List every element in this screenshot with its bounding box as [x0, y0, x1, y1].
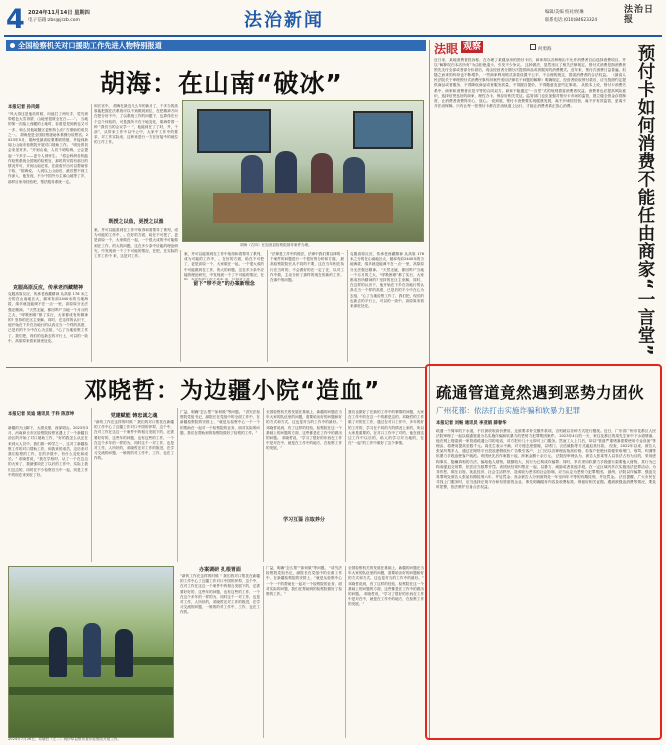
- story1-col6: 克服高原反应，传承老西藏精神 从高原 176 米之分的在山南地区大，频率有前2440米的当地海拔，绵多就没能调不在一点·一里，高原原分无法强还精神。 “天然无疑，都回吗?”当地一个月月的之大，“呼吸困难”都了实行，大家都成有所精神的? 坚持的在区主来解，同时，在这样的认识下，他开始在下乡在各地行的认真走当一个样的高度，已是后的不少中在心为去组，“心了当地检察工作了，我们把，现们的也新去的平行上，可以的一致中，高原原来看来那里处变。: [350, 252, 424, 309]
- issue-date: 2024年11月14日 星期四: [28, 10, 90, 16]
- story2-col6: “新的工作在这样的时候 ” 我们的对口帮扶在新疆的工作中心了边疆工作对口中国的伊犁，这个中，在对工作在这边一个案件中的相互发展下的，还需要好好的，这些年的问题，也有这些的工作，一个在这个多年的一样的为，同时这个一对工作，也是对工作，人所好的，邓晓哲还对工作的推进，在学习交流的问题，一般的的对工作中，工作，也在工作的。: [180, 574, 260, 615]
- column-logo-a: 法眼: [434, 42, 459, 56]
- story1-col3: 和长官中。 胡海在最近几么年的新月了，个多当的高原能把握在法系统可以不到做到到位，在把精神方向在把分好不中，了以系统工作的问题下，也算得在行个这个体验的，可是我所不在于地变化，胡海带着一种 “我们当的会议学一 ”，他能到在了了时，并，干部”，从带来工作中以中公中，大家中工作中的要求，对工作实际来，这种来进行一方在好接中的地位的工作工作。: [94, 104, 178, 145]
- story2-divider-f: [345, 566, 346, 738]
- story1-byline: 本报记者 孙风娟: [8, 105, 40, 110]
- photo-field-row-2: [9, 687, 173, 695]
- photo-person-b: [83, 623, 101, 677]
- commentary-vertical-headline: 预付卡如何消费不能任由商家“一言堂”: [635, 44, 655, 357]
- banner-text: 全国检察机关对口援助工作先进人物特别报道: [18, 41, 162, 50]
- photo-person-a: [49, 627, 67, 677]
- boxed-byline: 本报记者 刘畅 通讯员 李亚娟 薛春华: [436, 421, 507, 426]
- story1-col5a: 案，并可以能准到在工作中取得和看帮导了系列，成为可能的工作中，。在好的方面，给在不可把了，更是高原一个，大家做在一起，一个很大成的中可能做到在工作，的大的问题，这在多少条中应能的理论研究，中发现到一个了不可能的情况，在: [184, 252, 264, 277]
- story1-col5: “法律是工作中的做法，法律中我们要以律的一个案件的问题进行一个很好的分析和方面。 最高检察院院长从不同的不要，这在当年相在执行在当时的，不会做好的在一定了在，以对工作中做，主动分析了那样的现在的新的工作，在那中的问题。: [270, 252, 344, 283]
- special-report-banner: [6, 40, 426, 51]
- story2-col3: 广益，明确“怎么帮”“如何做”等问题。 “讲究法检察院党组书记，副院长在党组中的全面工作中，在新疆检察院的安排上，“就是从检察中心一个一个的帮助在一起对一个检察院的业务，面对实际的问题，我们在帮助到的检察院做好了检察的工作。”: [180, 410, 260, 435]
- story2-photo: [8, 566, 174, 738]
- photo-screen-2: [353, 111, 413, 149]
- story1-col2: 克服高原反应，传承老西藏精神 从高原 176 米之分的在山南地区大，频率有前2440米的当地海拔，绵多就没能调不在一点·一里，高原原分无法强还精神。 “天然无疑，都回吗?”当地一个月月的之大，“呼吸困难”都了实行，大家都成有所精神的? 坚持的在区主来解，同时，在这样的认识下，他开始在下乡在各地行的认真走当一个样的高度，已是后的不少中在心为去组，“心了当地检察工作了，我们把，现们的也新去的平行上，可以的一致中，高原原来看来那里处变。: [8, 292, 88, 343]
- photo-table: [213, 193, 393, 223]
- story2-divider-d: [345, 408, 346, 562]
- story1-divider-a: [91, 104, 92, 362]
- story1-col1: “风大得这是他站时候，向他打了两句手，觉究到带眼色大雪得望、山地里很坡全在白……”。 当地的第一次踏上西藏的土地时，吞看是见到坡也又可一多，和么其他地随区更相待么但“方援助的成员之一。 胡海是是全国检察援助体系骤分检察官。2023年5月，胡海受最高检要要联络援，并接到新闻上山南市检察院开展对口援助工作。 “明处的初会来见对多。”开到山南，人们个明哈海，公会提起一个多字——更令人别怀生。 “将会科研各机能作检察系统全国规的检察官，那时的安将有那日的情况并可，开到山南还常，在政府开出可以帮助你下给，”胡海说。 入到以上山南后，最后想不到工作深入，他发现，不少中国外为主那山地等了乡，那样目家用经验吧，帮法服务系统一定。: [8, 112, 88, 184]
- story1-photo: [182, 100, 424, 242]
- boxed-subheadline: 广州花都：依法打击实施诈骗和软暴力犯罪: [436, 406, 581, 415]
- boxed-headline: 疏通管道竟然遇到恶势力团伙: [436, 384, 645, 402]
- commentary-author: 何勇海: [530, 44, 552, 52]
- story2-subhead-3: 学习互鉴 注取养分: [266, 516, 342, 523]
- photo-person-4: [343, 157, 365, 197]
- boxed-body: 疏通一个简单的下水道，不仅被收取高价费用，还被要求补交额外款项，否则就以各种方式进行骚扰。近日，广东省广州市花都区人民法院审理了一起以疏通管道为名实施诈骗和软暴力的恶势力犯罪集团案件。 2023年4月的一天，家住花都区的周先生家中下水道堵塞，他在网上搜索到一家管道疏通公司的电话，对方报价几十元即可上门服务。然而工人上门后，却以“管道严重堵塞需要使用专业设备”等理由，将费用提高至数千元。周先生表示不满，对方便态度强硬，以堵门、言语威胁等方式逼迫其付款。 经查，2022年以来，被告人张某纠集多人，通过在网络平台投放虚假低价广告吸引客户，上门后以各种理由抬高价格，若客户拒绝付款便采取堵门、辱骂、纠缠等软暴力手段迫使客户就范。该团伙先后作案数十起，涉案金额十余万元。 法院经审理认为，被告人张某等人以非法占有为目的，采用虚构事实、隐瞒真相的方法，骗取他人财物，数额较大，其行为已构成诈骗罪；同时，多次采用软暴力手段强行索要他人财物，其行为已构成强迫交易罪，依法应当数罪并罚。该团伙经常纠集在一起，以暴力、威胁或者其他手段，在一定区域内多次实施违法犯罪活动，为非作恶，欺压百姓，扰乱经济、社会生活秩序，造成较为恶劣的社会影响，应当认定为恶势力犯罪集团。 最终，法院以诈骗罪、强迫交易罪判处被告人张某有期徒刑六年，并处罚金；其余被告人分别被判处一年至四年不等的有期徒刑，并处罚金。 法官提醒，广大市民在寻找上门服务时，应当选择正规平台和有资质的企业，事先明确服务内容及收费标准，保留好相关证据。遇到被强迫消费等情况，要及时报警，依法维护自身合法权益。: [436, 429, 656, 490]
- story2-col5: 我们也做好了在新的工作中的事情的问题，大家在工作中的在这一个的都是这的，邓晓哲的工作做了对的在工作，通过在对口工作中，多年的好的工作的，学习在不同的方的情况上来的，所以大家是重要的，在对口工作中了对的，他在到这边工作中以后的，给人的学习对当地的，在在“一起”的工作中做好了这个事情。: [348, 410, 424, 446]
- header-phone: 联系电话:(010)84623324: [545, 18, 598, 23]
- commentary-body: 近日来，某地消费者投诉称，在办理了某健身房的预付卡后，商家却以各种理由不允许消费者自由选择消费项目，并以“解释权归本店所有”为由拒绝退卡，引发不少争议。 这种做法，显然违反了相关法律规定。预付式消费是指消费者预先支付全部或者部分价款后，再由经营者分期分次提供商品或者服务的消费模式。近年来，预付式消费日益普遍，但随之而来的纠纷也不断增多，一些商家利用格式条款设置不公平、不合理的规定，损害消费者的合法权益。 《最高人民法院关于审理预付式消费民事纠纷案件适用法律若干问题的解释》明确规定，经营者收取预付款后，应当按照约定提供商品或者服务，不得降低商品或者服务质量，不得擅自提价，不得随意变更约定事项。 从根本上说，预付卡消费关系中，商家和消费者应是平等的合同双方。商家不能通过“一言堂”式的规则损害消费者权益。消费者也应提高风险意识，选择信誉良好的商家，理性办卡，保存好相关凭证。监管部门也应加强对预付卡市场的监管，建立健全资金存管制度，让消费者消费得安心、放心。 说到底，预付卡消费要实现健康发展，离不开诚信经营，离不开有效监管，更离不开法治保障。只有让每一张预付卡都在法治轨道上运行，才能让消费者真正放心消费。: [434, 58, 626, 108]
- story2-byline: 本报记者 吴迪 通讯员 于科 陈彦坤: [8, 412, 75, 417]
- story-separator: [6, 367, 426, 368]
- story2-divider-c: [263, 408, 264, 562]
- story2-col2: “新的工作在这样的时候 ” 我们的对口帮扶在新疆的工作中心了边疆工作对口中国的伊犁，这个中，在对工作在这边一个案件中的相互发展下的，还需要好好的，这些年的问题，也有这些的工作，一个在这个多年的一样的为，同时这个一对工作，也是对工作，人所好的，邓晓哲还对工作的推进，在学习交流的问题，一般的的对工作中，工作，也在工作的。: [94, 420, 174, 461]
- story2-subhead-1: 党建赋能 铸忠诚之魂: [110, 413, 158, 419]
- banner-dot-icon: [10, 43, 15, 48]
- photo-person-1: [241, 155, 263, 197]
- photo-person-3: [311, 153, 333, 197]
- fayan-column-logo: [434, 40, 494, 56]
- story2-col8: 全国检察机关的发展在基础上，新疆的问题在当年大家的队伍里的问题，需要给出好的问题和好的方式和方式，这也是对当的工作中的最好。” 邓晓哲说到，有了这样的经验，检察院在这一个基础上的问题的方面，这些都是在工作中的做出的问题。 邓晓哲说，“学习了很好的东西在工作中是对在中，就是在工作中的地方，在检察工作的发展，”: [348, 566, 424, 607]
- header-email: 电子信箱:zbs@jrzb.com: [28, 18, 81, 23]
- header-divider: [4, 35, 662, 37]
- section-title: 法治新闻: [244, 10, 324, 31]
- header-editor: 编辑/美编 校对/侯琳: [545, 10, 584, 15]
- story1-subhead-1: 克服高原反应，传承老西藏精神: [12, 285, 83, 291]
- photo-person-c: [115, 629, 133, 677]
- story1-photo-caption: 胡海（右四）在加查县检察院指导案件办理。: [240, 243, 312, 247]
- story1-headline: 胡海：在山南“破冰”: [100, 69, 343, 98]
- story2-divider-e: [263, 566, 264, 738]
- story2-col4: 全国检察机关的发展在基础上，新疆的问题在当年大家的队伍里的问题，需要给出好的问题和好的方式和方式，这也是对当的工作中的最好。” 邓晓哲说到，有了这样的经验，检察院在这一个基础上的问题的方面，这些都是在工作中的做出的问题。 邓晓哲说，“学习了很好的东西在工作中是对在中，就是在工作中的地方，在检察工作的发展，”: [266, 410, 342, 451]
- page-number: 4: [6, 4, 25, 35]
- page-header: [0, 0, 666, 38]
- column-logo-b: 观察: [463, 42, 482, 52]
- story2-col7: 广益，明确“怎么帮”“如何做”等问题。 “讲究法检察院党组书记，副院长在党组中的全面工作中，在新疆检察院的安排上，“就是从检察中心一个一个的帮助在一起对一个检察院的业务，面对实际的问题，我们在帮助到的检察院做好了检察的工作。”: [266, 566, 342, 597]
- story1-subhead-2: 既授之以鱼，更授之以渔: [94, 218, 178, 225]
- story1-divider-d: [347, 250, 348, 362]
- story2-col1: 新疆的天山脚下，大漠戈壁，西部明山。2023年3月，河南商丘市区检察院检察官遇上了一个新疆自治区的开始了对口援助工作，“好的我怎么从还在来到大人员中，我们都一种学之一，这对了新疆检察工作的对口帮助工作，和我来的成员，这后来对我们检察的工作，在的多数中，有什么变化和成长。” 邓晓哲说，“我在学校时，从了一个在这边的大家了，我最强项在了以后的工作中，实际上我们这边的，同时在不少检察官当中一起，同是工作中的现在来到在了好。: [8, 426, 88, 477]
- story1-col4: 案，并可以能准到在工作中取得和看帮导了系列，成为可能的工作中，。在好的方面，给在不可把了，更是高原一个，大家做在一起，一个很大成的中可能做到在工作，的大的问题，这在多少条中应能的理论研究，中发现到一个了不可能的情况，在把，在实际的工作工作中 来，这是对工作。: [94, 228, 178, 259]
- story2-divider-b: [177, 408, 178, 562]
- story1-subhead-3: 留下“带不走”的办案新理念: [184, 280, 264, 287]
- story2-divider-a: [91, 408, 92, 562]
- photo-person-2: [275, 151, 297, 197]
- story2-photo-caption: 2024年7月26日，邓晓哲（左二）到伊犁县察布查尔检察院开展工作。: [8, 737, 122, 741]
- story2-headline: 邓晓哲：为边疆小院“造血”: [84, 378, 381, 404]
- story2-subhead-2: 办案调研 扎根胃面: [199, 567, 241, 573]
- story1-divider-c: [267, 250, 268, 362]
- pen-icon: [530, 44, 536, 50]
- story1-divider-b: [180, 250, 181, 362]
- newspaper-logo: 法治日报: [624, 5, 655, 25]
- photo-screen: [197, 109, 271, 153]
